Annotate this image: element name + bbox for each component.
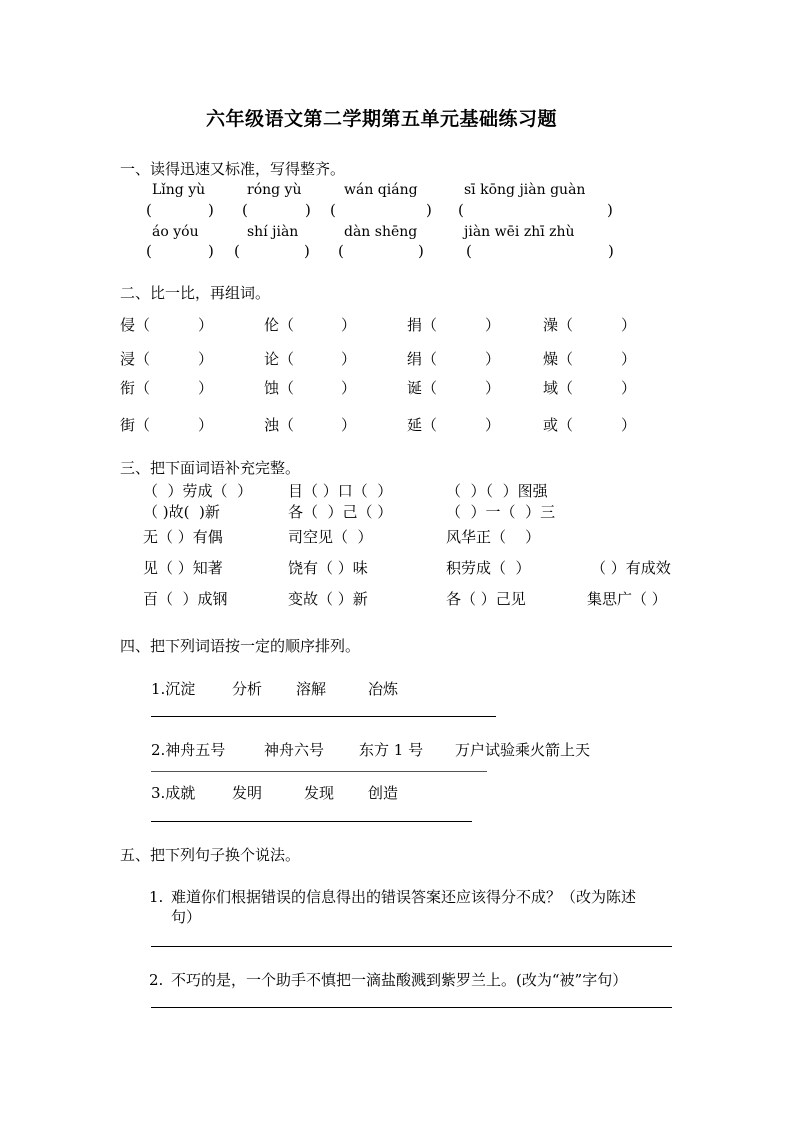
char-item: 侵（: [120, 316, 151, 334]
order-word: 分析: [232, 680, 263, 698]
order-word: 神舟六号: [264, 741, 325, 759]
char-close: ）: [485, 416, 501, 434]
order-word: 创造: [368, 784, 399, 802]
answer-line[interactable]: [151, 771, 487, 772]
paren-close: ): [607, 201, 613, 219]
paren-open: (: [458, 201, 464, 219]
idiom-item: 集思广（ ）: [587, 590, 667, 608]
order-word: 发明: [232, 784, 263, 802]
answer-line[interactable]: [151, 946, 672, 947]
order-word: 溶解: [296, 680, 327, 698]
pinyin-1: Lǐng yù: [152, 182, 206, 198]
section-4-heading: 四、把下列词语按一定的顺序排列。: [120, 637, 361, 655]
paren-open: (: [234, 242, 240, 260]
question-number: 2.: [149, 971, 164, 989]
idiom-item: 各（ ）己见: [446, 590, 526, 608]
pinyin-2: róng yù: [247, 182, 302, 198]
question-text: 句）: [171, 908, 202, 926]
section-1-heading: 一、读得迅速又标准，写得整齐。: [120, 160, 346, 178]
char-close: ）: [341, 350, 357, 368]
char-close: ）: [198, 379, 214, 397]
char-close: ）: [198, 316, 214, 334]
char-item: 或（: [543, 416, 574, 434]
order-word: 冶炼: [368, 680, 399, 698]
char-item: 浊（: [264, 416, 295, 434]
page-title: 六年级语文第二学期第五单元基础练习题: [206, 108, 558, 130]
char-item: 论（: [264, 350, 295, 368]
idiom-item: 百（ ）成钢: [143, 590, 228, 608]
idiom-item: （ ）一（ ）三: [446, 503, 556, 521]
idiom-item: （ ）劳成（ ）: [143, 482, 253, 500]
pinyin-6: shí jiàn: [247, 224, 299, 240]
char-item: 捐（: [407, 316, 438, 334]
order-word: 发现: [304, 784, 335, 802]
question-text: 难道你们根据错误的信息得出的错误答案还应该得分不成？（改为陈述: [171, 888, 637, 906]
question-number: 1.: [149, 888, 164, 906]
char-item: 伦（: [264, 316, 295, 334]
idiom-item: 司空见（ ）: [288, 528, 373, 546]
char-close: ）: [341, 379, 357, 397]
pinyin-4: sī kōng jiàn guàn: [464, 182, 586, 198]
char-item: 延（: [407, 416, 438, 434]
question-text: 不巧的是，一个助手不慎把一滴盐酸溅到紫罗兰上。(改为“被”字句）: [171, 971, 628, 989]
paren-open: (: [466, 242, 472, 260]
paren-close: ): [304, 242, 310, 260]
char-item: 浸（: [120, 350, 151, 368]
order-word: 万户试验乘火箭上天: [455, 741, 591, 759]
idiom-item: 积劳成（ ）: [446, 559, 531, 577]
char-close: ）: [198, 416, 214, 434]
paren-close: ): [305, 201, 311, 219]
char-item: 诞（: [407, 379, 438, 397]
paren-close: ): [208, 242, 214, 260]
char-item: 蚀（: [264, 379, 295, 397]
char-close: ）: [621, 416, 637, 434]
pinyin-7: dàn shēng: [344, 224, 418, 240]
order-word: 东方 1 号: [359, 741, 424, 759]
idiom-item: （ )故( )新: [143, 503, 220, 521]
paren-open: (: [242, 201, 248, 219]
idiom-item: （ ）（ ）图强: [446, 482, 548, 500]
char-item: 街（: [120, 416, 151, 434]
paren-open: (: [146, 242, 152, 260]
idiom-item: 变故（ ）新: [288, 590, 368, 608]
idiom-item: 无（ ）有偶: [143, 528, 223, 546]
paren-close: ): [208, 201, 214, 219]
order-word: 3.成就: [151, 784, 196, 802]
char-close: ）: [621, 350, 637, 368]
paren-close: ): [608, 242, 614, 260]
idiom-item: 目（ ）口（ ）: [288, 482, 393, 500]
char-close: ）: [485, 350, 501, 368]
char-item: 域（: [543, 379, 574, 397]
char-close: ）: [341, 416, 357, 434]
section-3-heading: 三、把下面词语补充完整。: [120, 459, 301, 477]
char-close: ）: [485, 379, 501, 397]
idiom-item: 风华正（ ）: [446, 528, 541, 546]
paren-open: (: [146, 201, 152, 219]
idiom-item: 各（ ）己（ ）: [288, 503, 393, 521]
pinyin-5: áo yóu: [152, 224, 199, 240]
idiom-item: 见（ ）知著: [143, 559, 223, 577]
answer-line[interactable]: [151, 821, 472, 822]
idiom-item: 饶有（ ）味: [288, 559, 368, 577]
pinyin-8: jiàn wēi zhī zhù: [464, 224, 575, 240]
paren-open: (: [338, 242, 344, 260]
answer-line[interactable]: [151, 1007, 672, 1008]
section-2-heading: 二、比一比，再组词。: [120, 284, 271, 302]
char-item: 衔（: [120, 379, 151, 397]
char-item: 澡（: [543, 316, 574, 334]
paren-close: ): [426, 201, 432, 219]
section-5-heading: 五、把下列句子换个说法。: [120, 846, 301, 864]
pinyin-3: wán qiáng: [344, 182, 418, 198]
char-close: ）: [621, 316, 637, 334]
paren-open: (: [330, 201, 336, 219]
char-close: ）: [341, 316, 357, 334]
char-close: ）: [198, 350, 214, 368]
idiom-item: （ ）有成效: [591, 559, 671, 577]
paren-close: ): [418, 242, 424, 260]
char-item: 燥（: [543, 350, 574, 368]
char-item: 绢（: [407, 350, 438, 368]
answer-line[interactable]: [151, 716, 496, 717]
char-close: ）: [485, 316, 501, 334]
order-word: 2.神舟五号: [151, 741, 226, 759]
order-word: 1.沉淀: [151, 680, 196, 698]
char-close: ）: [621, 379, 637, 397]
